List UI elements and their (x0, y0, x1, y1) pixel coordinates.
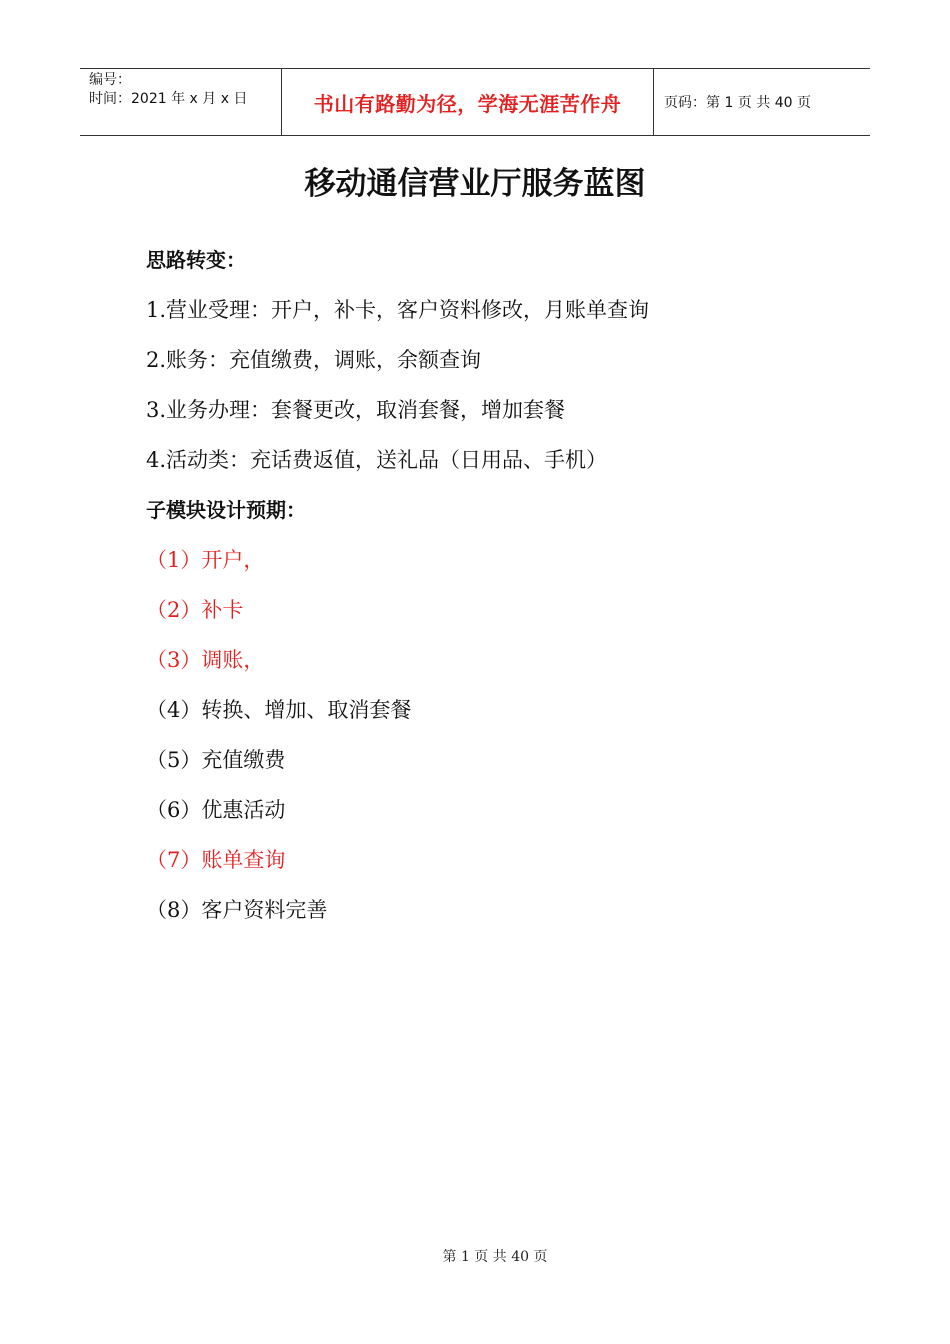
body-line: （7）账单查询 (146, 848, 286, 872)
header-motto: 书山有路勤为径，学海无涯苦作舟 (282, 69, 654, 135)
body-line: （5）充值缴费 (146, 748, 286, 772)
header-page-info: 页码：第 1 页 共 40 页 (664, 95, 811, 111)
serial-label: 编号： (89, 72, 131, 88)
body-line: （8）客户资料完善 (146, 898, 328, 922)
body-line: （4）转换、增加、取消套餐 (146, 698, 412, 722)
date-label: 时间：2021 年 x 月 x 日 (89, 91, 248, 107)
page-header (80, 68, 870, 136)
body-line: 3.业务办理：套餐更改，取消套餐，增加套餐 (146, 398, 566, 422)
document-body (146, 240, 866, 940)
body-line: （2）补卡 (146, 598, 244, 622)
body-line: （6）优惠活动 (146, 798, 286, 822)
body-line: （1）开户， (146, 548, 265, 572)
body-line: 1.营业受理：开户，补卡，客户资料修改，月账单查询 (146, 298, 650, 322)
section-heading: 子模块设计预期： (146, 498, 306, 522)
body-line: 2.账务：充值缴费，调账，余额查询 (146, 348, 482, 372)
page-footer: 第 1 页 共 40 页 (442, 1249, 548, 1265)
body-line: 4.活动类：充话费返值，送礼品（日用品、手机） (146, 448, 608, 472)
section-heading: 思路转变： (146, 248, 246, 272)
document-title: 移动通信营业厅服务蓝图 (304, 166, 646, 202)
body-line: （3）调账， (146, 648, 265, 672)
header-meta-cell (80, 69, 282, 135)
